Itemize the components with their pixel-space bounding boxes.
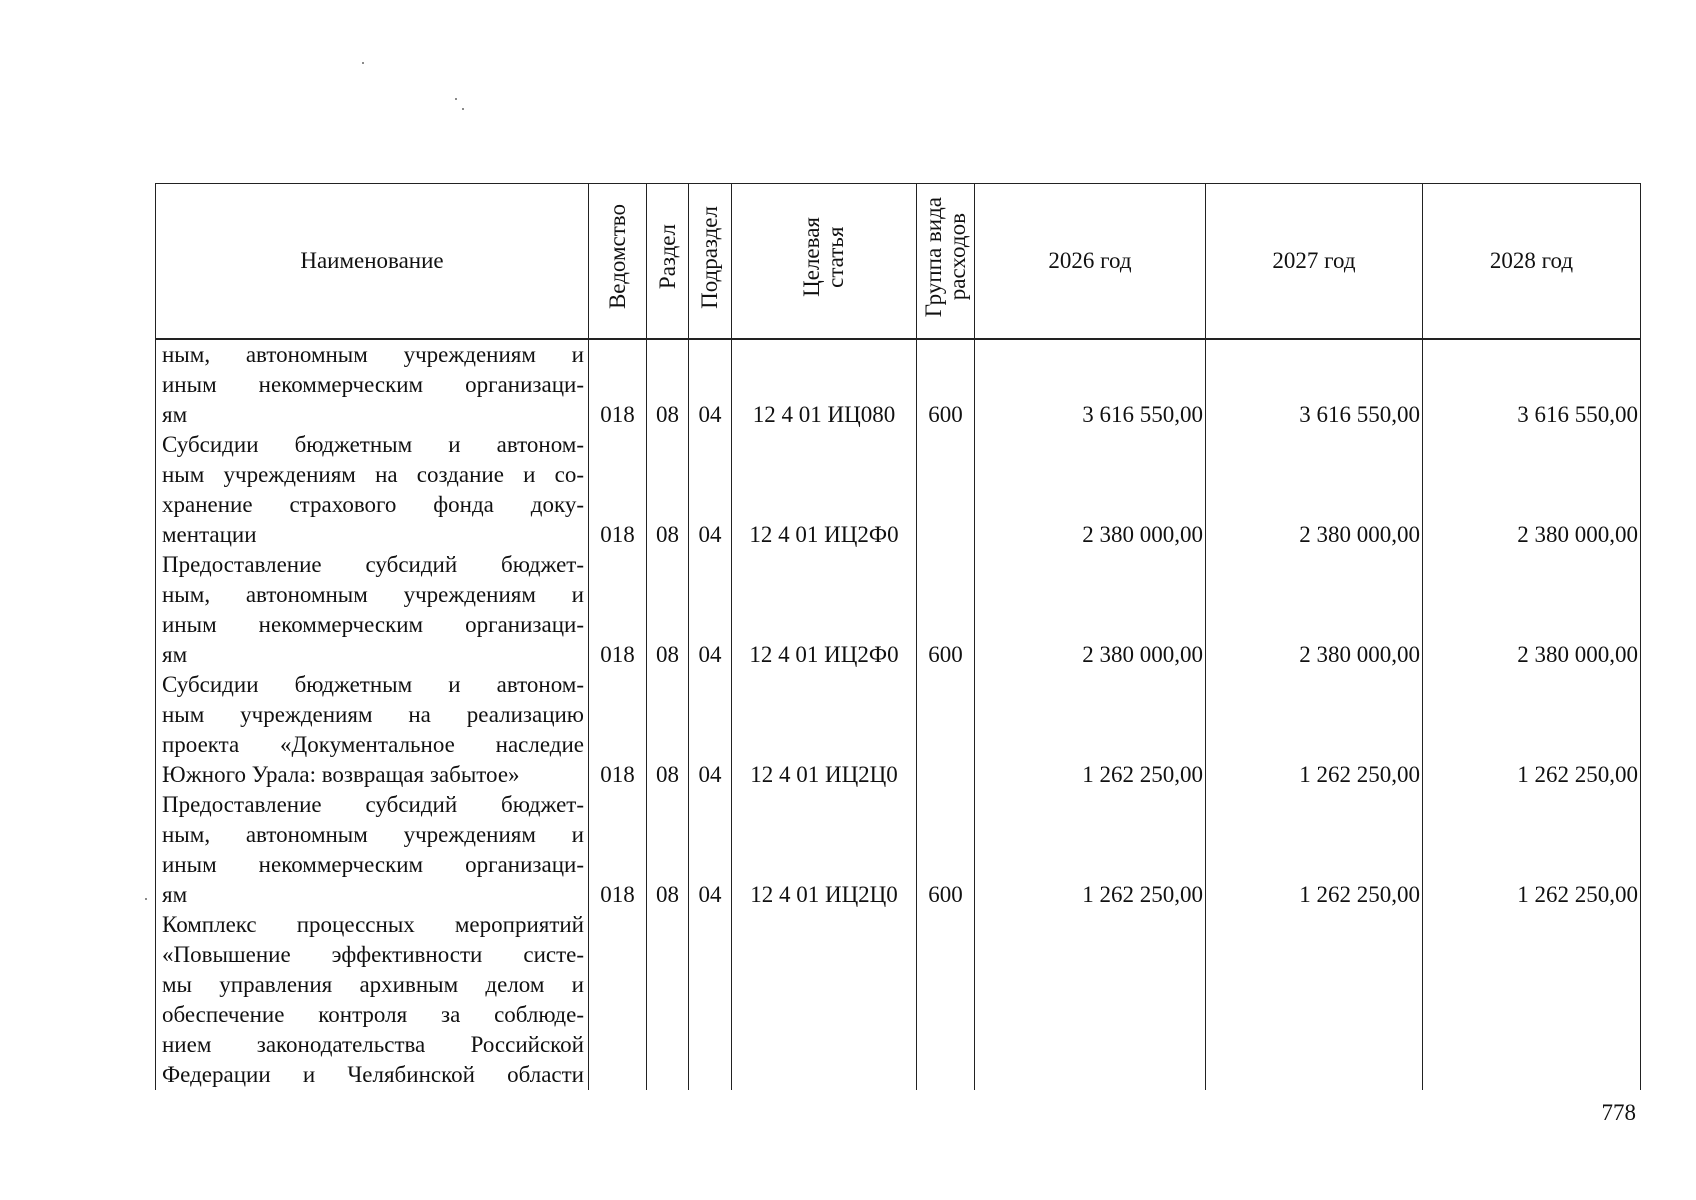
row-name-line: иным некоммерческим организаци- [162,372,584,397]
row-ministry: 018 [589,790,647,910]
row-ministry: 018 [589,430,647,550]
table-row [156,910,1641,1090]
row-name-line: ным учреждениям на реализацию [162,702,584,727]
row-name-line: ным учреждениям на создание и со- [162,462,584,487]
row-section: 08 [647,790,689,910]
row-subsection: 04 [689,550,732,670]
row-name-cell [156,339,589,430]
page-number: 778 [1601,1100,1636,1125]
row-amount-2026: 1 262 250,00 [975,790,1206,910]
row-name-cell [156,790,589,910]
row-name-line: иным некоммерческим организаци- [162,852,584,877]
header-2027-label: 2027 год [1272,248,1356,273]
row-target: 12 4 01 ИЦ080 [732,339,917,430]
row-name-line: проекта «Документальное наследие [162,732,584,757]
row-amount-2028: 1 262 250,00 [1423,670,1641,790]
scan-speck [462,108,464,110]
scan-speck [362,62,364,64]
row-target: 12 4 01 ИЦ2Ф0 [732,550,917,670]
row-amount-2027 [1206,910,1423,1090]
row-name-line: ям [162,642,188,667]
row-name-cell [156,550,589,670]
header-2026-label: 2026 год [1048,248,1132,273]
header-target-label [800,217,848,297]
header-name-label: Наименование [300,248,444,273]
row-section: 08 [647,670,689,790]
row-amount-2028: 3 616 550,00 [1423,339,1641,430]
header-section [647,184,689,340]
row-target: 12 4 01 ИЦ2Ц0 [732,790,917,910]
row-group [917,910,975,1090]
row-name-line: ным, автономным учреждениям и [162,582,584,607]
row-name-line: обеспечение контроля за соблюде- [162,1002,584,1027]
row-subsection: 04 [689,430,732,550]
row-name-line: ям [162,402,188,427]
row-ministry: 018 [589,670,647,790]
row-amount-2028: 2 380 000,00 [1423,430,1641,550]
header-ministry [589,184,647,340]
row-name-line: Предоставление субсидий бюджет- [162,552,584,577]
header-2026 [975,184,1206,340]
header-ministry-label: Ведомство [604,204,630,310]
header-group-line2: расходов [944,213,970,301]
row-amount-2027: 3 616 550,00 [1206,339,1423,430]
row-amount-2027: 1 262 250,00 [1206,790,1423,910]
row-name-line: ментации [162,522,257,547]
row-name-line: «Повышение эффективности систе- [162,942,584,967]
row-amount-2028: 2 380 000,00 [1423,550,1641,670]
row-amount-2028 [1423,910,1641,1090]
row-amount-2026: 3 616 550,00 [975,339,1206,430]
row-name-line: нием законодательства Российской [162,1032,584,1057]
row-subsection: 04 [689,339,732,430]
row-name-line: Субсидии бюджетным и автоном- [162,672,584,697]
row-name-line: Субсидии бюджетным и автоном- [162,432,584,457]
row-name-line: хранение страхового фонда доку- [162,492,584,517]
row-target: 12 4 01 ИЦ2Ц0 [732,670,917,790]
header-2028-label: 2028 год [1489,248,1574,273]
row-group [917,670,975,790]
table-header-row [156,184,1641,340]
header-target-line1: Целевая [799,217,824,297]
row-ministry: 018 [589,339,647,430]
row-name-line: ным, автономным учреждениям и [162,822,584,847]
header-target [732,184,917,340]
row-subsection [689,910,732,1090]
table-row [156,790,1641,910]
row-target [732,910,917,1090]
row-ministry: 018 [589,550,647,670]
header-2027 [1206,184,1423,340]
row-group: 600 [917,790,975,910]
header-group [917,184,975,340]
row-name-line: Южного Урала: возвращая забытое» [162,762,520,787]
scan-speck [455,98,457,100]
table-body [156,339,1641,1090]
row-amount-2026: 2 380 000,00 [975,550,1206,670]
row-name-cell [156,910,589,1090]
row-name-line: Предоставление субсидий бюджет- [162,792,584,817]
row-name-cell [156,670,589,790]
row-name-cell [156,430,589,550]
row-amount-2026: 2 380 000,00 [975,430,1206,550]
table-row [156,339,1641,430]
row-name-line: ным, автономным учреждениям и [162,342,584,367]
row-name-line: Федерации и Челябинской области [162,1062,584,1087]
row-target: 12 4 01 ИЦ2Ф0 [732,430,917,550]
row-section [647,910,689,1090]
row-section: 08 [647,339,689,430]
row-group: 600 [917,339,975,430]
row-name-line: ям [162,882,188,907]
header-section-label: Раздел [654,224,680,290]
row-name-line: мы управления архивным делом и [162,972,584,997]
header-group-label [922,197,970,317]
header-2028 [1423,184,1641,340]
row-amount-2027: 2 380 000,00 [1206,430,1423,550]
table-row [156,670,1641,790]
scan-speck [145,898,147,900]
header-subsection-label: Подраздел [697,205,722,309]
row-amount-2027: 2 380 000,00 [1206,550,1423,670]
row-section: 08 [647,430,689,550]
row-amount-2028: 1 262 250,00 [1423,790,1641,910]
row-amount-2027: 1 262 250,00 [1206,670,1423,790]
row-section: 08 [647,550,689,670]
row-group [917,430,975,550]
header-name [156,184,589,340]
row-name-line: Комплекс процессных мероприятий [162,912,584,937]
row-name-line: иным некоммерческим организаци- [162,612,584,637]
table-row [156,550,1641,670]
header-group-line1: Группа вида [920,196,946,318]
row-group: 600 [917,550,975,670]
row-amount-2026 [975,910,1206,1090]
row-subsection: 04 [689,790,732,910]
row-subsection: 04 [689,670,732,790]
budget-table [155,183,1641,1090]
header-target-line2: статья [823,226,848,288]
header-subsection [689,184,732,340]
table-row [156,430,1641,550]
row-ministry [589,910,647,1090]
row-amount-2026: 1 262 250,00 [975,670,1206,790]
